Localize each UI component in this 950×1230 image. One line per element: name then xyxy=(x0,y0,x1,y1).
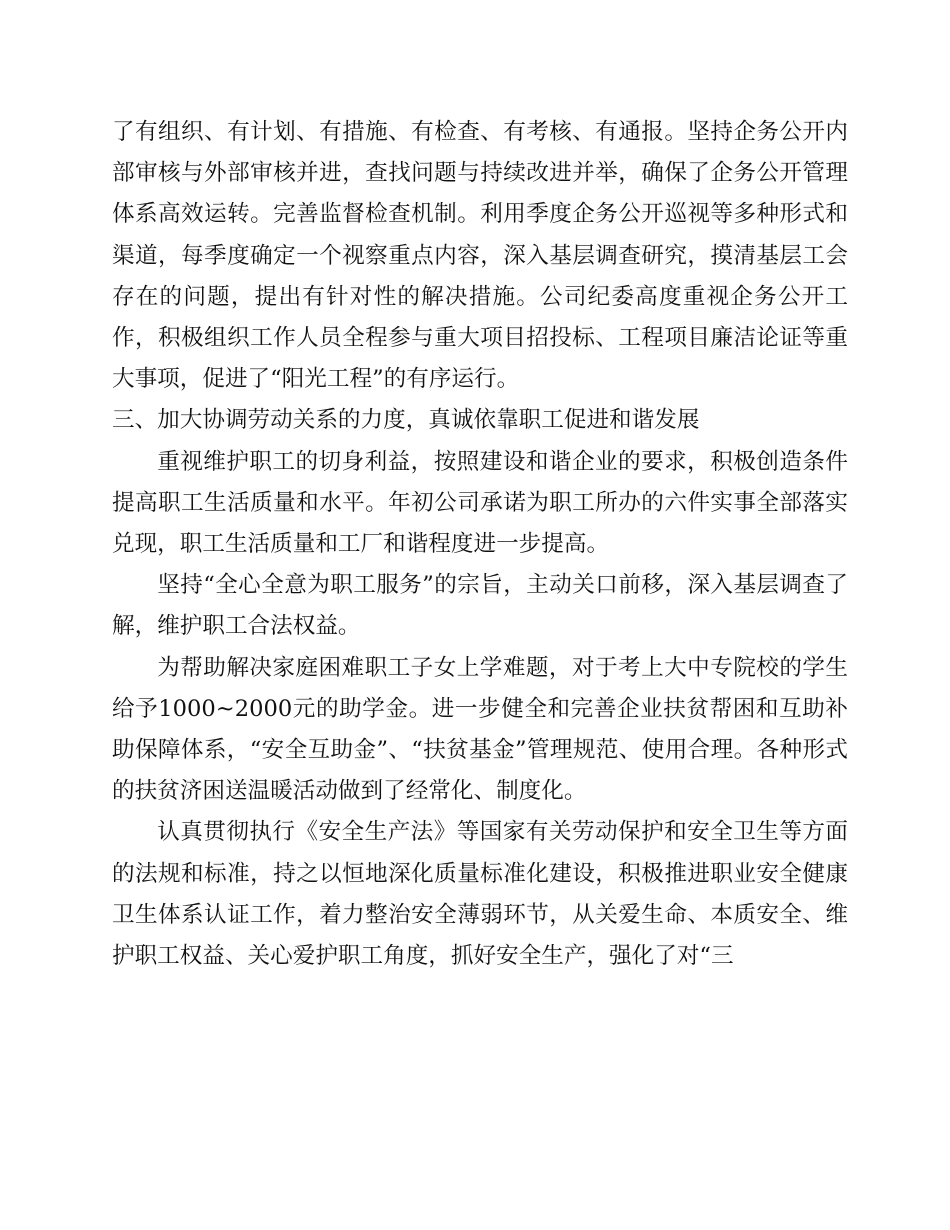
paragraph-safety-production: 认真贯彻执行《安全生产法》等国家有关劳动保护和安全卫生等方面的法规和标准，持之以恒地深化质量标准化建设，积极推进职业安全健康卫生体系认证工作，着力整治安全薄弱环节，从关爱生命、本质安全、维护职工权益、关心爱护职工角度，抓好安全生产，强化了对“三 xyxy=(112,819,848,970)
document-body xyxy=(112,112,848,977)
paragraph-continuation: 了有组织、有计划、有措施、有检查、有考核、有通报。坚持企务公开内部审核与外部审核并进，查找问题与持续改进并举，确保了企务公开管理体系高效运转。完善监督检查机制。利用季度企务公开巡视等多种形式和渠道，每季度确定一个视察重点内容，深入基层调查研究，摸清基层工会存在的问题，提出有针对性的解决措施。公司纪委高度重视企务公开工作，积极组织工作人员全程参与重大项目招投标、工程项目廉洁论证等重大事项，促进了“阳光工程”的有序运行。 xyxy=(112,119,848,393)
paragraph-service-principle: 坚持“全心全意为职工服务”的宗旨，主动关口前移，深入基层调查了解，维护职工合法权益。 xyxy=(112,572,848,640)
paragraph-employee-interests: 重视维护职工的切身利益，按照建设和谐企业的要求，积极创造条件提高职工生活质量和水平。年初公司承诺为职工所办的六件实事全部落实兑现，职工生活质量和工厂和谐程度进一步提高。 xyxy=(112,448,848,558)
paragraph-student-aid: 为帮助解决家庭困难职工子女上学难题，对于考上大中专院校的学生给予1000~2000元的助学金。进一步健全和完善企业扶贫帮困和互助补助保障体系，“安全互助金”、“扶贫基金”管理规范、使用合理。各种形式的扶贫济困送温暖活动做到了经常化、制度化。 xyxy=(112,654,848,805)
section-heading: 三、加大协调劳动关系的力度，真诚依靠职工促进和谐发展 xyxy=(112,407,700,434)
